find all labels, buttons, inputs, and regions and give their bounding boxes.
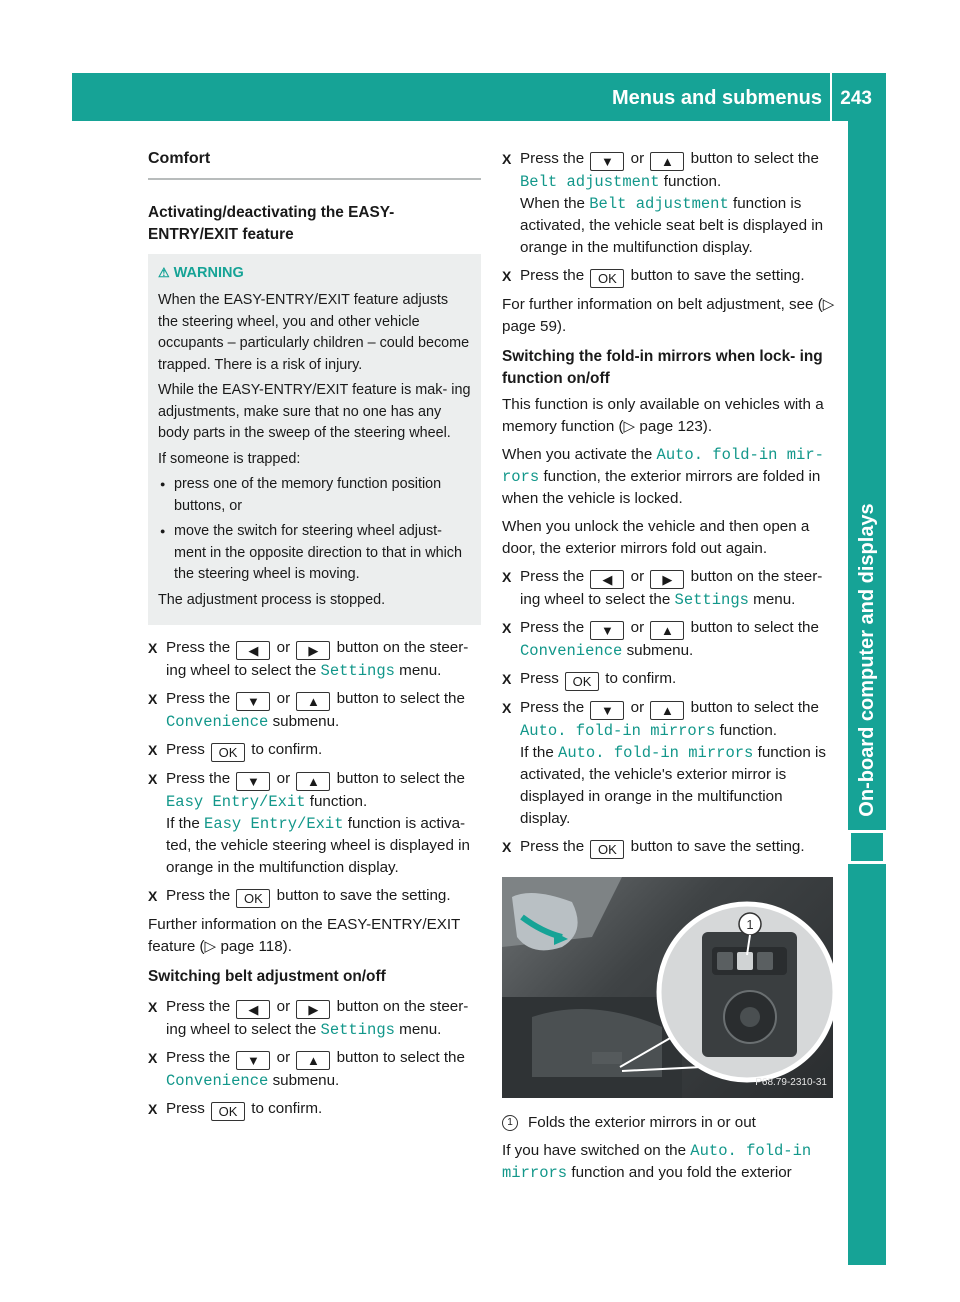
header-bar (72, 73, 886, 121)
instruction-step: X Press the OK button to save the setting. (502, 838, 805, 857)
further-info: Further information on the EASY-ENTRY/EXIT feature (▷ page 118). (148, 916, 461, 955)
step-arrow-icon: X (148, 771, 158, 787)
instruction-step: X Press the ▼ or ▲ button to select the Easy Entry/Exit function. If the Easy Entry/Exit function is activa- ted, the vehicle steering wheel is displayed in orange in the multifunction display. (148, 770, 470, 876)
up-key-icon: ▲ (296, 1051, 330, 1070)
up-key-icon: ▲ (296, 772, 330, 791)
instruction-step: X Press the ▼ or ▲ button to select the Convenience submenu. (148, 1049, 465, 1090)
menu-code: Auto. fold-in mirrors (520, 722, 716, 740)
figure-callout (502, 1112, 835, 1134)
right-key-icon: ▶ (296, 1000, 330, 1019)
down-key-icon: ▼ (590, 701, 624, 720)
mirror-switch-figure (502, 877, 833, 1098)
callout-number: 1 (502, 1115, 518, 1131)
instruction-step: X Press the ▼ or ▲ button to select the Auto. fold-in mirrors function. If the Auto. fold-in mirrors function is activated, the vehicle's exterior mirror is displayed in orange in the multifunction display. (502, 699, 826, 827)
figure-code: P68.79-2310-31 (755, 1077, 827, 1088)
left-key-icon: ◀ (590, 570, 624, 589)
warning-triangle-icon: ⚠ (158, 265, 170, 280)
ok-key-icon: OK (211, 743, 245, 762)
step-arrow-icon: X (502, 671, 512, 687)
menu-code: Auto. fold-in mirrors (558, 744, 754, 762)
menu-code: Settings (320, 662, 395, 680)
step-arrow-icon: X (502, 151, 512, 167)
mirror-paragraph: When you activate the Auto. fold-in mir‐ rors function, the exterior mirrors are folded in when the vehicle is locked. (502, 446, 824, 507)
step-arrow-icon: X (502, 268, 512, 284)
mirror-paragraph: When you unlock the vehicle and then open a door, the exterior mirrors fold out again. (502, 518, 810, 557)
left-key-icon: ◀ (236, 641, 270, 660)
right-key-icon: ▶ (296, 641, 330, 660)
mirror-heading: Switching the fold-in mirrors when lock- ing function on/off (502, 348, 823, 387)
down-key-icon: ▼ (236, 1051, 270, 1070)
instruction-step: X Press the ◀ or ▶ button on the steer- ing wheel to select the Settings menu. (502, 568, 823, 609)
instruction-step: X Press the ▼ or ▲ button to select the Convenience submenu. (502, 619, 819, 660)
instruction-step: X Press the OK button to save the setting. (502, 267, 805, 286)
menu-code: Easy Entry/Exit (166, 793, 306, 811)
right-column (502, 148, 835, 1190)
menu-code: Belt adjustment (589, 195, 729, 213)
instruction-step: X Press the ◀ or ▶ button on the steer- ing wheel to select the Settings menu. (148, 639, 469, 680)
ok-key-icon: OK (590, 840, 624, 859)
instruction-step: X Press the ▼ or ▲ button to select the Convenience submenu. (148, 690, 465, 731)
down-key-icon: ▼ (236, 772, 270, 791)
step-arrow-icon: X (502, 569, 512, 585)
instruction-step: X Press OK to confirm. (502, 670, 677, 689)
step-arrow-icon: X (502, 839, 512, 855)
instruction-step: X Press the ◀ or ▶ button on the steer- ing wheel to select the Settings menu. (148, 998, 469, 1039)
warning-paragraph: While the EASY-ENTRY/EXIT feature is mak- ing adjustments, make sure that no one has any body parts in the sweep of the steering wheel. (158, 382, 471, 441)
warning-paragraph: When the EASY-ENTRY/EXIT feature adjusts the steering wheel, you and other vehicle occupants – particularly children – could become trapped. There is a risk of injury. (158, 292, 470, 373)
mirror-paragraph: This function is only available on vehicles with a memory function (▷ page 123). (502, 396, 824, 435)
up-key-icon: ▲ (650, 701, 684, 720)
closing-paragraph: If you have switched on the Auto. fold-in mirrors function and you fold the exterior (502, 1142, 812, 1182)
warning-heading: ⚠ WARNING (158, 262, 471, 284)
step-arrow-icon: X (148, 1101, 158, 1117)
left-key-icon: ◀ (236, 1000, 270, 1019)
warning-paragraph: The adjustment process is stopped. (158, 591, 386, 608)
up-key-icon: ▲ (296, 692, 330, 711)
belt-heading: Switching belt adjustment on/off (148, 968, 386, 985)
step-arrow-icon: X (502, 620, 512, 636)
down-key-icon: ▼ (590, 621, 624, 640)
menu-code: Convenience (166, 1072, 269, 1090)
side-tab-marker (848, 830, 886, 864)
header-separator (830, 73, 832, 121)
step-arrow-icon: X (148, 1050, 158, 1066)
side-tab-label: On-board computer and displays (856, 503, 878, 817)
section-title: Comfort (148, 148, 481, 180)
menu-code: Settings (320, 1021, 395, 1039)
instruction-step: X Press the ▼ or ▲ button to select the Belt adjustment function. When the Belt adjustment function is activated, the vehicle seat belt is displayed in orange in the multifunction display. (502, 150, 824, 256)
menu-code: Auto. fold-in mir‐ rors (502, 446, 824, 486)
menu-code: Convenience (520, 642, 623, 660)
callout-text: Folds the exterior mirrors in or out (528, 1114, 756, 1131)
ok-key-icon: OK (565, 672, 599, 691)
menu-code: Auto. fold-in mirrors (502, 1142, 812, 1182)
menu-code: Belt adjustment (520, 173, 660, 191)
step-arrow-icon: X (148, 691, 158, 707)
menu-code: Easy Entry/Exit (204, 815, 344, 833)
up-key-icon: ▲ (650, 152, 684, 171)
instruction-step: X Press the OK button to save the setting. (148, 887, 451, 906)
step-arrow-icon: X (502, 700, 512, 716)
warning-bullet: ● press one of the memory function position buttons, or (158, 474, 471, 517)
left-column (148, 148, 481, 1127)
easy-entry-heading: Activating/deactivating the EASY- ENTRY/EXIT feature (148, 204, 395, 243)
door-panel-illustration (502, 877, 833, 1098)
menu-code: Settings (674, 591, 749, 609)
step-arrow-icon: X (148, 888, 158, 904)
svg-text:1: 1 (746, 917, 754, 932)
warning-bullet: ● move the switch for steering wheel adjust- ment in the opposite direction to that in which the steering wheel is moving. (158, 521, 471, 586)
menu-code: Convenience (166, 713, 269, 731)
right-key-icon: ▶ (650, 570, 684, 589)
warning-paragraph: If someone is trapped: (158, 450, 301, 467)
instruction-step: X Press OK to confirm. (148, 741, 323, 760)
page-number: 243 (840, 88, 872, 109)
warning-box (148, 254, 481, 625)
step-arrow-icon: X (148, 640, 158, 656)
belt-info: For further information on belt adjustment, see (▷ page 59). (502, 296, 835, 335)
header-title: Menus and submenus (611, 87, 822, 109)
down-key-icon: ▼ (590, 152, 624, 171)
down-key-icon: ▼ (236, 692, 270, 711)
up-key-icon: ▲ (650, 621, 684, 640)
ok-key-icon: OK (590, 269, 624, 288)
step-arrow-icon: X (148, 742, 158, 758)
instruction-step: X Press OK to confirm. (148, 1100, 323, 1119)
ok-key-icon: OK (236, 889, 270, 908)
ok-key-icon: OK (211, 1102, 245, 1121)
step-arrow-icon: X (148, 999, 158, 1015)
